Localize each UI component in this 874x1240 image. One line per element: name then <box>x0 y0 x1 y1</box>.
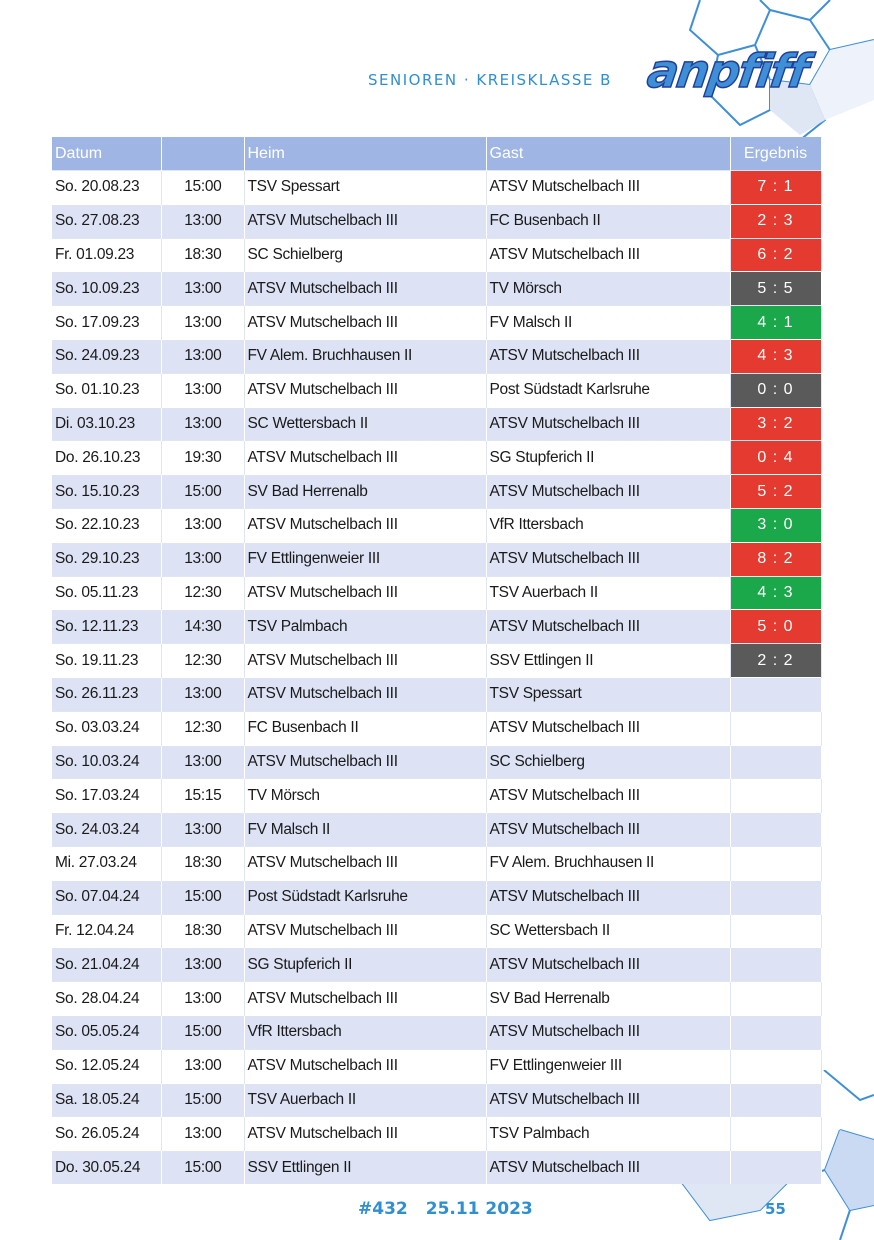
cell-date: So. 20.08.23 <box>52 171 161 205</box>
cell-home-team: ATSV Mutschelbach III <box>244 644 486 678</box>
cell-away-team: FV Malsch II <box>486 306 730 340</box>
table-row <box>52 644 821 678</box>
cell-result: 2 : 3 <box>730 204 821 238</box>
cell-home-team: ATSV Mutschelbach III <box>244 373 486 407</box>
cell-away-team: FV Ettlingenweier III <box>486 1049 730 1083</box>
cell-away-team: SSV Ettlingen II <box>486 644 730 678</box>
cell-away-team: ATSV Mutschelbach III <box>486 711 730 745</box>
cell-away-team: ATSV Mutschelbach III <box>486 813 730 847</box>
cell-home-team: ATSV Mutschelbach III <box>244 272 486 306</box>
cell-result: 2 : 2 <box>730 644 821 678</box>
cell-date: So. 15.10.23 <box>52 475 161 509</box>
column-header-home: Heim <box>244 137 486 171</box>
cell-date: Di. 03.10.23 <box>52 407 161 441</box>
cell-date: So. 26.05.24 <box>52 1117 161 1151</box>
cell-time: 12:30 <box>161 644 244 678</box>
cell-date: Sa. 18.05.24 <box>52 1083 161 1117</box>
cell-result: 8 : 2 <box>730 542 821 576</box>
cell-time: 13:00 <box>161 508 244 542</box>
cell-time: 13:00 <box>161 745 244 779</box>
table-row <box>52 745 821 779</box>
cell-home-team: ATSV Mutschelbach III <box>244 982 486 1016</box>
cell-date: Fr. 01.09.23 <box>52 238 161 272</box>
cell-time: 13:00 <box>161 306 244 340</box>
cell-result <box>730 948 821 982</box>
table-row <box>52 576 821 610</box>
table-row <box>52 813 821 847</box>
cell-away-team: FC Busenbach II <box>486 204 730 238</box>
cell-away-team: ATSV Mutschelbach III <box>486 1015 730 1049</box>
cell-home-team: FV Ettlingenweier III <box>244 542 486 576</box>
cell-time: 15:00 <box>161 475 244 509</box>
cell-time: 15:15 <box>161 779 244 813</box>
cell-home-team: ATSV Mutschelbach III <box>244 1049 486 1083</box>
cell-date: So. 12.05.24 <box>52 1049 161 1083</box>
cell-result: 4 : 1 <box>730 306 821 340</box>
cell-away-team: SV Bad Herrenalb <box>486 982 730 1016</box>
table-row <box>52 711 821 745</box>
cell-away-team: ATSV Mutschelbach III <box>486 542 730 576</box>
cell-time: 18:30 <box>161 846 244 880</box>
cell-home-team: ATSV Mutschelbach III <box>244 677 486 711</box>
cell-away-team: SC Schielberg <box>486 745 730 779</box>
cell-home-team: FC Busenbach II <box>244 711 486 745</box>
table-row <box>52 779 821 813</box>
cell-date: So. 27.08.23 <box>52 204 161 238</box>
cell-result: 6 : 2 <box>730 238 821 272</box>
cell-home-team: FV Alem. Bruchhausen II <box>244 339 486 373</box>
cell-date: Do. 30.05.24 <box>52 1151 161 1184</box>
cell-home-team: ATSV Mutschelbach III <box>244 745 486 779</box>
cell-home-team: SG Stupferich II <box>244 948 486 982</box>
table-row <box>52 475 821 509</box>
cell-date: So. 10.03.24 <box>52 745 161 779</box>
cell-home-team: TSV Palmbach <box>244 610 486 644</box>
table-row <box>52 508 821 542</box>
cell-home-team: SC Wettersbach II <box>244 407 486 441</box>
cell-result <box>730 846 821 880</box>
page-number: 55 <box>765 1200 786 1218</box>
table-row <box>52 1015 821 1049</box>
cell-result <box>730 1083 821 1117</box>
cell-home-team: FV Malsch II <box>244 813 486 847</box>
cell-date: So. 17.03.24 <box>52 779 161 813</box>
cell-result <box>730 1015 821 1049</box>
cell-away-team: ATSV Mutschelbach III <box>486 339 730 373</box>
cell-result <box>730 880 821 914</box>
cell-away-team: SC Wettersbach II <box>486 914 730 948</box>
cell-away-team: ATSV Mutschelbach III <box>486 171 730 205</box>
cell-away-team: ATSV Mutschelbach III <box>486 475 730 509</box>
cell-date: Fr. 12.04.24 <box>52 914 161 948</box>
cell-time: 13:00 <box>161 1117 244 1151</box>
cell-time: 13:00 <box>161 1049 244 1083</box>
page-title: SENIOREN · KREISKLASSE B <box>368 71 612 89</box>
cell-time: 13:00 <box>161 272 244 306</box>
cell-home-team: SC Schielberg <box>244 238 486 272</box>
table-row <box>52 306 821 340</box>
cell-date: Mi. 27.03.24 <box>52 846 161 880</box>
cell-time: 18:30 <box>161 238 244 272</box>
cell-home-team: ATSV Mutschelbach III <box>244 204 486 238</box>
cell-home-team: ATSV Mutschelbach III <box>244 1117 486 1151</box>
issue-number: #432 <box>358 1199 408 1219</box>
cell-result: 5 : 0 <box>730 610 821 644</box>
cell-home-team: TSV Auerbach II <box>244 1083 486 1117</box>
cell-time: 13:00 <box>161 542 244 576</box>
cell-away-team: VfR Ittersbach <box>486 508 730 542</box>
cell-home-team: Post Südstadt Karlsruhe <box>244 880 486 914</box>
cell-date: Do. 26.10.23 <box>52 441 161 475</box>
cell-time: 12:30 <box>161 711 244 745</box>
cell-time: 13:00 <box>161 204 244 238</box>
table-row <box>52 677 821 711</box>
cell-home-team: SV Bad Herrenalb <box>244 475 486 509</box>
cell-date: So. 22.10.23 <box>52 508 161 542</box>
column-header-time <box>161 137 244 171</box>
fixtures-body <box>52 171 821 1184</box>
cell-result <box>730 982 821 1016</box>
cell-result: 3 : 2 <box>730 407 821 441</box>
column-header-result: Ergebnis <box>730 137 821 171</box>
table-row <box>52 339 821 373</box>
fixtures-table <box>52 137 822 1184</box>
cell-home-team: VfR Ittersbach <box>244 1015 486 1049</box>
cell-time: 15:00 <box>161 1015 244 1049</box>
cell-time: 19:30 <box>161 441 244 475</box>
cell-away-team: Post Südstadt Karlsruhe <box>486 373 730 407</box>
cell-time: 13:00 <box>161 813 244 847</box>
table-row <box>52 272 821 306</box>
table-row <box>52 1151 821 1184</box>
cell-away-team: TSV Auerbach II <box>486 576 730 610</box>
cell-time: 15:00 <box>161 171 244 205</box>
table-row <box>52 1083 821 1117</box>
cell-away-team: FV Alem. Bruchhausen II <box>486 846 730 880</box>
cell-date: So. 19.11.23 <box>52 644 161 678</box>
cell-time: 15:00 <box>161 1083 244 1117</box>
cell-date: So. 05.11.23 <box>52 576 161 610</box>
table-row <box>52 610 821 644</box>
cell-date: So. 24.03.24 <box>52 813 161 847</box>
cell-result <box>730 813 821 847</box>
cell-date: So. 07.04.24 <box>52 880 161 914</box>
cell-time: 12:30 <box>161 576 244 610</box>
cell-date: So. 05.05.24 <box>52 1015 161 1049</box>
cell-home-team: ATSV Mutschelbach III <box>244 914 486 948</box>
cell-result <box>730 914 821 948</box>
column-header-date: Datum <box>52 137 161 171</box>
cell-time: 14:30 <box>161 610 244 644</box>
table-row <box>52 880 821 914</box>
cell-date: So. 12.11.23 <box>52 610 161 644</box>
cell-time: 13:00 <box>161 339 244 373</box>
table-row <box>52 407 821 441</box>
cell-result: 4 : 3 <box>730 339 821 373</box>
table-header-row <box>52 137 821 171</box>
table-row <box>52 441 821 475</box>
cell-result: 5 : 5 <box>730 272 821 306</box>
cell-away-team: TV Mörsch <box>486 272 730 306</box>
cell-time: 13:00 <box>161 677 244 711</box>
cell-date: So. 10.09.23 <box>52 272 161 306</box>
table-row <box>52 171 821 205</box>
table-row <box>52 948 821 982</box>
cell-away-team: TSV Palmbach <box>486 1117 730 1151</box>
cell-home-team: ATSV Mutschelbach III <box>244 508 486 542</box>
cell-away-team: ATSV Mutschelbach III <box>486 880 730 914</box>
cell-date: So. 24.09.23 <box>52 339 161 373</box>
cell-away-team: TSV Spessart <box>486 677 730 711</box>
cell-home-team: ATSV Mutschelbach III <box>244 576 486 610</box>
cell-away-team: ATSV Mutschelbach III <box>486 407 730 441</box>
cell-time: 13:00 <box>161 982 244 1016</box>
cell-date: So. 03.03.24 <box>52 711 161 745</box>
cell-time: 15:00 <box>161 880 244 914</box>
cell-date: So. 21.04.24 <box>52 948 161 982</box>
cell-result <box>730 1117 821 1151</box>
magazine-logo: anpfiff <box>644 44 811 98</box>
cell-date: So. 26.11.23 <box>52 677 161 711</box>
cell-result <box>730 1049 821 1083</box>
cell-away-team: ATSV Mutschelbach III <box>486 1083 730 1117</box>
cell-date: So. 17.09.23 <box>52 306 161 340</box>
table-row <box>52 542 821 576</box>
cell-away-team: SG Stupferich II <box>486 441 730 475</box>
cell-time: 18:30 <box>161 914 244 948</box>
cell-result: 4 : 3 <box>730 576 821 610</box>
cell-home-team: ATSV Mutschelbach III <box>244 441 486 475</box>
cell-away-team: ATSV Mutschelbach III <box>486 610 730 644</box>
cell-result <box>730 711 821 745</box>
cell-time: 13:00 <box>161 948 244 982</box>
cell-home-team: TV Mörsch <box>244 779 486 813</box>
cell-result <box>730 745 821 779</box>
cell-result <box>730 779 821 813</box>
table-row <box>52 204 821 238</box>
issue-date: 25.11 2023 <box>425 1199 533 1219</box>
cell-result: 5 : 2 <box>730 475 821 509</box>
cell-away-team: ATSV Mutschelbach III <box>486 1151 730 1184</box>
cell-result <box>730 1151 821 1184</box>
cell-away-team: ATSV Mutschelbach III <box>486 238 730 272</box>
table-row <box>52 238 821 272</box>
cell-home-team: ATSV Mutschelbach III <box>244 306 486 340</box>
cell-time: 15:00 <box>161 1151 244 1184</box>
cell-date: So. 28.04.24 <box>52 982 161 1016</box>
cell-home-team: ATSV Mutschelbach III <box>244 846 486 880</box>
cell-home-team: TSV Spessart <box>244 171 486 205</box>
cell-result: 7 : 1 <box>730 171 821 205</box>
table-row <box>52 982 821 1016</box>
table-row <box>52 1049 821 1083</box>
cell-date: So. 29.10.23 <box>52 542 161 576</box>
cell-result <box>730 677 821 711</box>
table-row <box>52 373 821 407</box>
cell-date: So. 01.10.23 <box>52 373 161 407</box>
cell-away-team: ATSV Mutschelbach III <box>486 948 730 982</box>
cell-time: 13:00 <box>161 373 244 407</box>
issue-info <box>358 1199 533 1219</box>
cell-away-team: ATSV Mutschelbach III <box>486 779 730 813</box>
cell-time: 13:00 <box>161 407 244 441</box>
cell-result: 3 : 0 <box>730 508 821 542</box>
cell-result: 0 : 0 <box>730 373 821 407</box>
cell-home-team: SSV Ettlingen II <box>244 1151 486 1184</box>
column-header-away: Gast <box>486 137 730 171</box>
table-row <box>52 1117 821 1151</box>
table-row <box>52 846 821 880</box>
table-row <box>52 914 821 948</box>
cell-result: 0 : 4 <box>730 441 821 475</box>
